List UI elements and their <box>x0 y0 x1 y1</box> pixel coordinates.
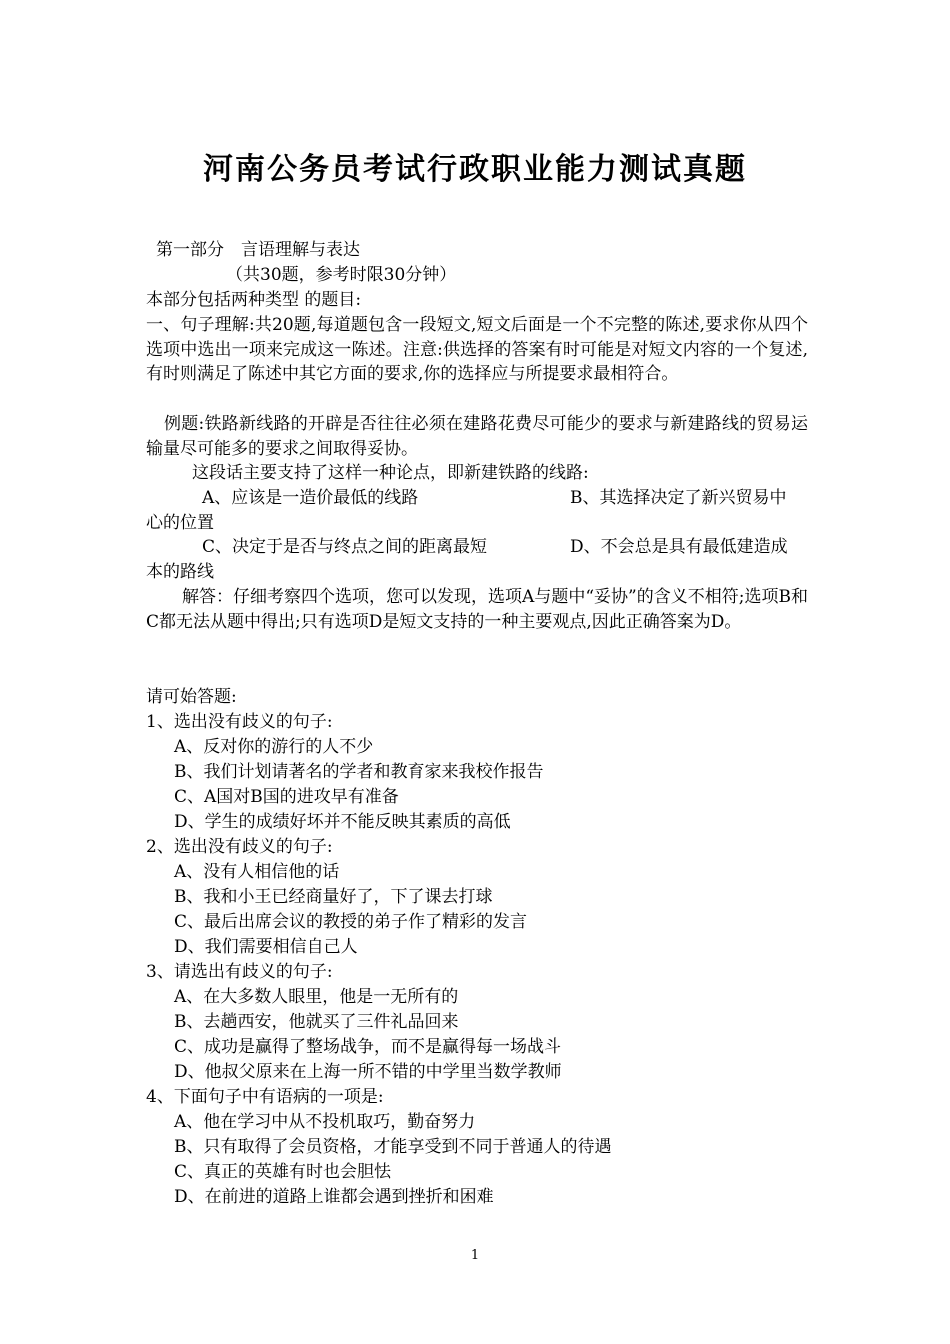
example-question: 这段话主要支持了这样一种论点，即新建铁路的线路: <box>192 463 589 483</box>
question-option: D、在前进的道路上谁都会遇到挫折和困难 <box>174 1187 494 1207</box>
start-prompt: 请可始答题: <box>146 687 237 707</box>
question-option: D、他叔父原来在上海一所不错的中学里当数学教师 <box>174 1062 562 1082</box>
question-option: C、最后出席会议的教授的弟子作了精彩的发言 <box>174 912 528 932</box>
question-option: B、只有取得了会员资格，才能享受到不同于普通人的待遇 <box>174 1137 612 1157</box>
example-option-c: C、决定于是否与终点之间的距离最短 <box>202 537 488 557</box>
section-subheading: （共30题，参考时限30分钟） <box>226 265 457 285</box>
question-option: B、我和小王已经商量好了，下了课去打球 <box>174 887 493 907</box>
question-option: C、成功是赢得了整场战争，而不是赢得每一场战斗 <box>174 1037 562 1057</box>
example-answer: 解答：仔细考察四个选项，您可以发现，选项A与题中“妥协”的含义不相符;选项B和C都无法从题中得出;只有选项D是短文支持的一种主要观点,因此正确答案为D。 <box>146 587 808 632</box>
page-title: 河南公务员考试行政职业能力测试真题 <box>203 152 747 187</box>
question-option: D、我们需要相信自己人 <box>174 937 358 957</box>
example-option-a: A、应该是一造价最低的线路 <box>202 488 419 508</box>
example-option-d-continuation: 本的路线 <box>146 562 214 582</box>
question-prompt: 1、选出没有歧义的句子: <box>146 712 333 732</box>
question-option: A、他在学习中从不投机取巧，勤奋努力 <box>174 1112 476 1132</box>
question-option: C、真正的英雄有时也会胆怯 <box>174 1162 392 1182</box>
question-option: A、反对你的游行的人不少 <box>174 737 374 757</box>
example-option-b: B、其选择决定了新兴贸易中 <box>570 488 787 508</box>
question-option: C、A国对B国的进攻早有准备 <box>174 787 399 807</box>
example-option-b-continuation: 心的位置 <box>146 513 214 533</box>
question-prompt: 4、下面句子中有语病的一项是: <box>146 1087 384 1107</box>
question-option: B、我们计划请著名的学者和教育家来我校作报告 <box>174 762 544 782</box>
question-prompt: 3、请选出有歧义的句子: <box>146 962 333 982</box>
question-option: A、没有人相信他的话 <box>174 862 340 882</box>
section-intro: 本部分包括两种类型 的题目: <box>146 290 362 310</box>
example-paragraph: 例题:铁路新线路的开辟是否往往必须在建路花费尽可能少的要求与新建路线的贸易运输量尽可能多的要求之间取得妥协。 <box>146 414 808 459</box>
section-heading: 第一部分 言语理解与表达 <box>156 240 360 260</box>
question-prompt: 2、选出没有歧义的句子: <box>146 837 333 857</box>
question-option: A、在大多数人眼里，他是一无所有的 <box>174 987 459 1007</box>
page-number: 1 <box>470 1248 480 1263</box>
question-option: D、学生的成绩好坏并不能反映其素质的高低 <box>174 812 511 832</box>
question-option: B、去趟西安，他就买了三件礼品回来 <box>174 1012 459 1032</box>
example-option-d: D、不会总是具有最低建造成 <box>570 537 788 557</box>
sentence-understanding-paragraph: 一、句子理解:共20题,每道题包含一段短文,短文后面是一个不完整的陈述,要求你从四个选项中选出一项来完成这一陈述。注意:供选择的答案有时可能是对短文内容的一个复述,有时则满足了陈述中其它方面的要求,你的选择应与所提要求最相符合。 <box>146 315 808 385</box>
